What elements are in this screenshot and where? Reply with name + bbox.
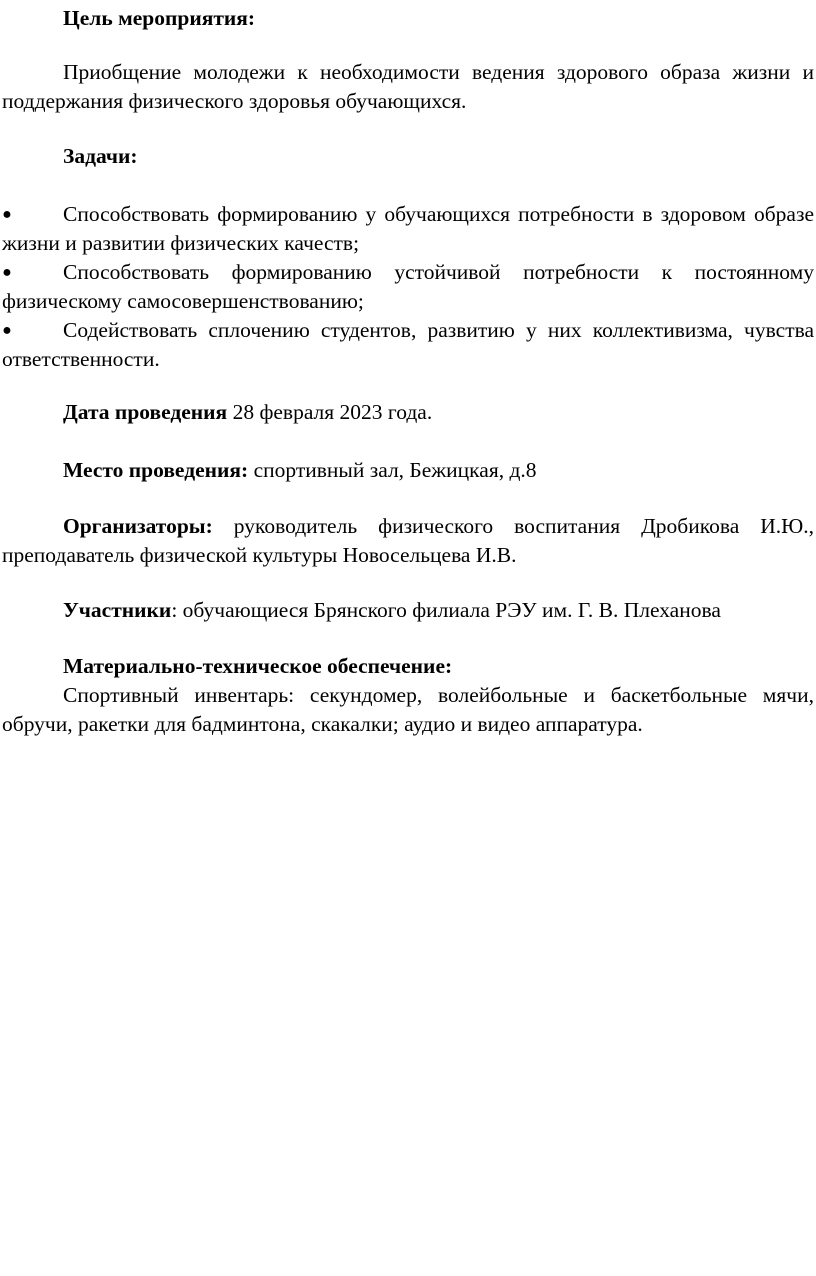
task-item-text: Способствовать формированию устойчивой потребности к постоянному физическому самосовершенствованию; — [2, 260, 814, 313]
bullet-dot-icon: ● — [2, 264, 12, 281]
organizers — [2, 512, 814, 570]
goal-heading: Цель мероприятия: — [63, 6, 256, 30]
task-item-1 — [2, 200, 814, 258]
event-date — [2, 398, 814, 427]
participants — [2, 596, 814, 625]
event-place-value: спортивный зал, Бежицкая, д.8 — [248, 458, 537, 482]
task-item-3 — [2, 316, 814, 374]
task-item-text: Содейcтвовать сплочению студентов, развитию у них коллективизма, чувства ответственности. — [2, 318, 814, 371]
task-item-text: Способствовать формированию у обучающихся потребности в здоровом образе жизни и развитии физических качеств; — [2, 202, 814, 255]
event-date-value: 28 февраля 2023 года. — [227, 400, 433, 424]
participants-label: Участники — [63, 598, 172, 622]
tasks-heading: Задачи: — [63, 144, 138, 168]
participants-value: : обучающиеся Брянского филиала РЭУ им. Г. В. Плеханова — [171, 598, 721, 622]
event-place — [2, 456, 814, 485]
goal-text: Приобщение молодежи к необходимости ведения здорового образа жизни и поддержания физического здоровья обучающихся. — [2, 60, 814, 113]
task-item-2 — [2, 258, 814, 316]
equipment-heading: Материально-техническое обеспечение: — [63, 654, 453, 678]
bullet-dot-icon: ● — [2, 206, 12, 223]
organizers-label: Организаторы: — [63, 514, 213, 538]
bullet-dot-icon: ● — [2, 322, 12, 339]
organizers-value: руководитель физического воспитания Дробикова И.Ю., преподаватель физической культуры Новосельцева И.В. — [2, 514, 814, 567]
equipment-text: Спортивный инвентарь: секундомер, волейбольные и баскетбольные мячи, обручи, ракетки для бадминтона, скакалки; аудио и видео аппаратура. — [2, 683, 814, 736]
event-date-label: Дата проведения — [63, 400, 228, 424]
event-place-label: Место проведения: — [63, 458, 249, 482]
